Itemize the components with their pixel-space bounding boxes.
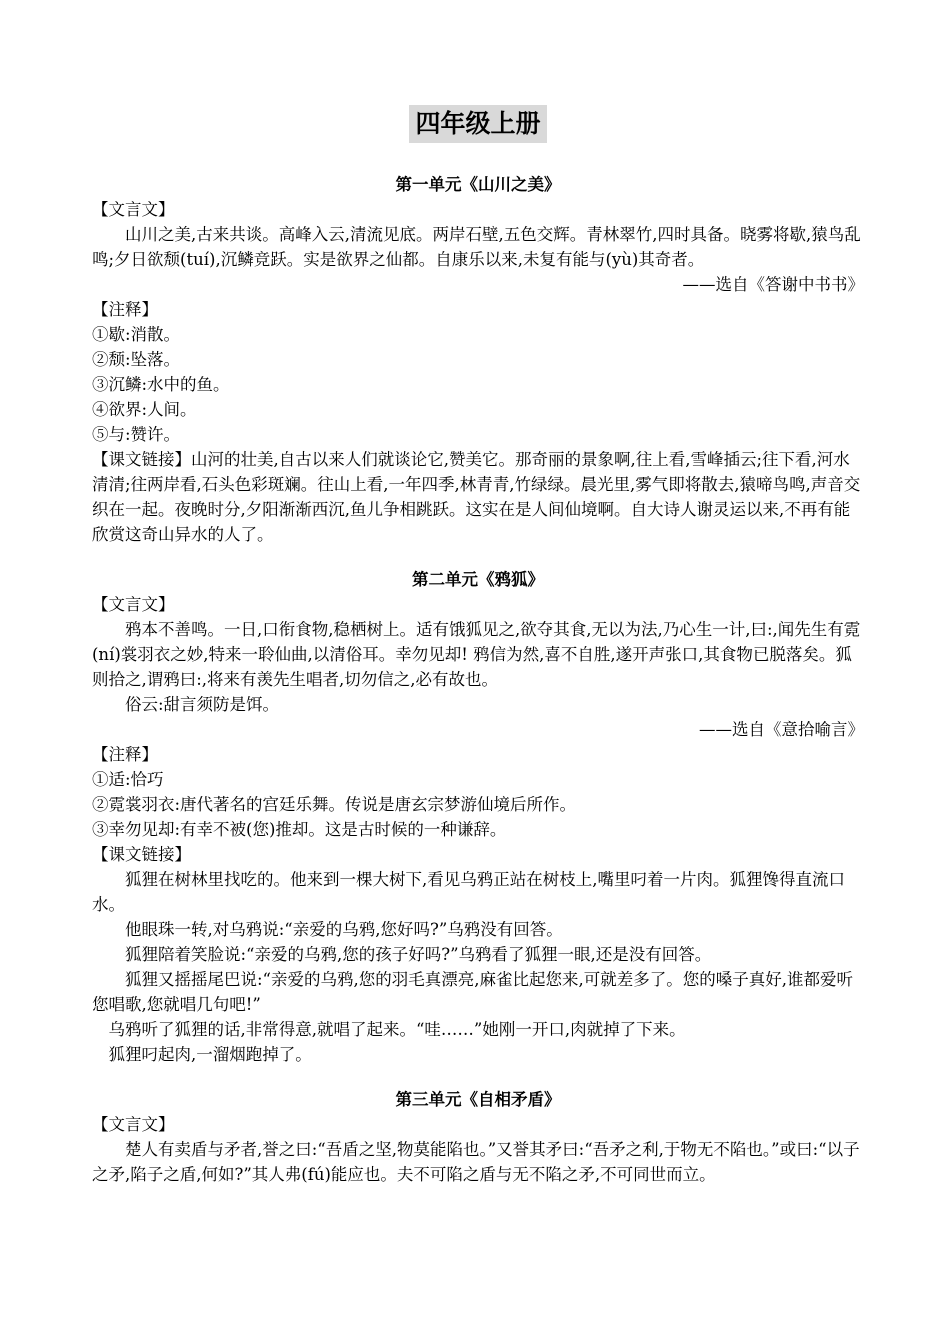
unit1-wenyan-label: 【文言文】 xyxy=(92,200,175,219)
unit1-note: ②颓:坠落。 xyxy=(92,350,181,369)
unit2-link-paragraph: 狐狸在树林里找吃的。他来到一棵大树下,看见乌鸦正站在树枝上,嘴里叼着一片肉。狐狸馋得直流口水。 xyxy=(92,870,845,914)
unit2-link-paragraph: 狐狸陪着笑脸说:“亲爱的乌鸦,您的孩子好吗?”乌鸦看了狐狸一眼,还是没有回答。 xyxy=(125,945,712,964)
unit2-link-paragraph: 他眼珠一转,对乌鸦说:“亲爱的乌鸦,您好吗?”乌鸦没有回答。 xyxy=(125,920,563,939)
unit1-note: ④欲界:人间。 xyxy=(92,400,197,419)
unit2-heading: 第二单元《鸦狐》 xyxy=(412,570,544,589)
unit1-link-text: 山河的壮美,自古以来人们就谈论它,赞美它。那奇丽的景象啊,往上看,雪峰插云;往下看,河水清清;往两岸看,石头色彩斑斓。往山上看,一年四季,林青青,竹绿绿。晨光里,雾气即将散去,猿啼鸟鸣,声音交织在一起。夜晚时分,夕阳渐渐西沉,鱼儿争相跳跃。这实在是人间仙境啊。自大诗人谢灵运以来,不再有能欣赏这奇山异水的人了。 xyxy=(92,450,861,544)
unit2-link-paragraph: 乌鸦听了狐狸的话,非常得意,就唱了起来。“哇……”她刚一开口,肉就掉了下来。 xyxy=(108,1020,686,1039)
unit1-heading: 第一单元《山川之美》 xyxy=(395,175,561,194)
document-page xyxy=(92,0,864,1187)
unit1-source: ——选自《答谢中书书》 xyxy=(682,275,864,294)
page-title: 四年级上册 xyxy=(409,105,546,143)
unit1-note: ③沉鳞:水中的鱼。 xyxy=(92,375,230,394)
unit2-wenyan-label: 【文言文】 xyxy=(92,595,175,614)
title-wrap xyxy=(92,105,864,145)
unit2-note: ③幸勿见却:有幸不被(您)推却。这是古时候的一种谦辞。 xyxy=(92,820,507,839)
unit3-heading: 第三单元《自相矛盾》 xyxy=(395,1090,561,1109)
unit2-classical-text: 鸦本不善鸣。一日,口衔食物,稳栖树上。适有饿狐见之,欲夺其食,无以为法,乃心生一计,曰:,闻先生有霓(ní)裳羽衣之妙,特来一聆仙曲,以清俗耳。幸勿见却! 鸦信为然,喜不自胜,遂开声张口,其食物已脱落矣。狐则拾之,谓鸦曰:,将来有羡先生唱者,切勿信之,必有故也。 xyxy=(92,620,861,689)
unit2-link-paragraph: 狐狸叼起肉,一溜烟跑掉了。 xyxy=(108,1045,312,1064)
unit1-link-label: 【课文链接】 xyxy=(92,450,191,469)
unit3-wenyan-label: 【文言文】 xyxy=(92,1115,175,1134)
unit1-note: ⑤与:赞许。 xyxy=(92,425,181,444)
unit1-note: ①歇:消散。 xyxy=(92,325,181,344)
unit2-notes-label: 【注释】 xyxy=(92,745,158,764)
unit1-notes-label: 【注释】 xyxy=(92,300,158,319)
unit2-saying: 俗云:甜言须防是饵。 xyxy=(125,695,280,714)
unit2-note: ②霓裳羽衣:唐代著名的宫廷乐舞。传说是唐玄宗梦游仙境后所作。 xyxy=(92,795,577,814)
unit3-classical-text: 楚人有卖盾与矛者,誉之曰:“吾盾之坚,物莫能陷也。”又誉其矛曰:“吾矛之利,于物无不陷也。”或曰:“以子之矛,陷子之盾,何如?”其人弗(fú)能应也。夫不可陷之盾与无不陷之矛,不可同世而立。 xyxy=(92,1140,860,1184)
unit1-link xyxy=(92,447,864,547)
unit2-source: ——选自《意拾喻言》 xyxy=(699,720,864,739)
unit1-classical-text: 山川之美,古来共谈。高峰入云,清流见底。两岸石壁,五色交辉。青林翠竹,四时具备。晓雾将歇,猿鸟乱鸣;夕日欲颓(tuí),沉鳞竞跃。实是欲界之仙都。自康乐以来,未复有能与(yù)其奇者。 xyxy=(92,225,861,269)
unit2-note: ①适:恰巧 xyxy=(92,770,164,789)
unit2-link-paragraph: 狐狸又摇摇尾巴说:“亲爱的乌鸦,您的羽毛真漂亮,麻雀比起您来,可就差多了。您的嗓子真好,谁都爱听您唱歌,您就唱几句吧!” xyxy=(92,970,853,1014)
unit2-link-label: 【课文链接】 xyxy=(92,845,191,864)
